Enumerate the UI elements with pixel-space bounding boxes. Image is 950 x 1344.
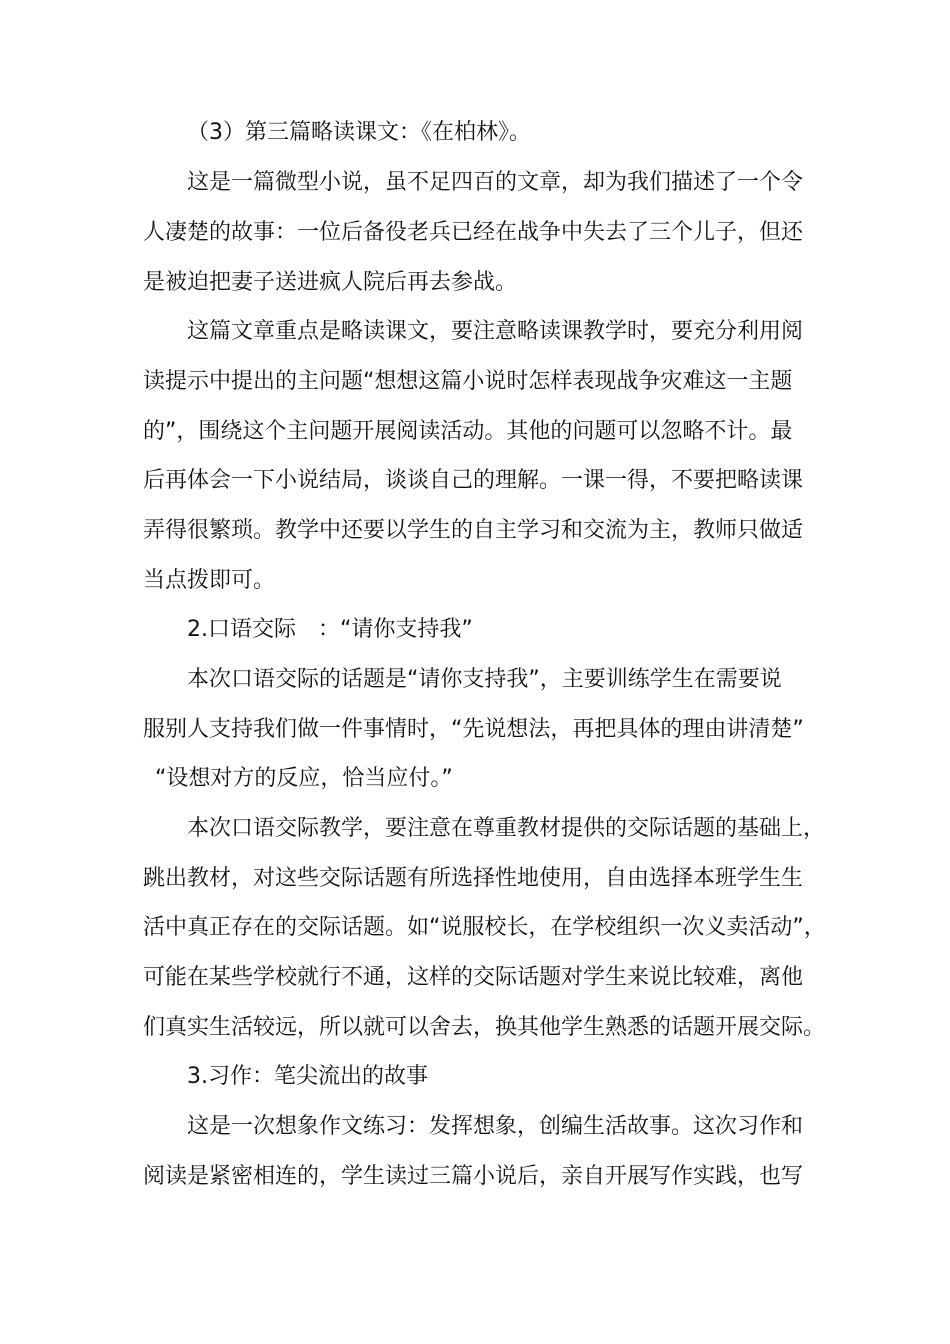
paragraph-line: 活中真正存在的交际话题。如“说服校长，在学校组织一次义卖活动”， xyxy=(143,915,826,940)
paragraph-line: 阅读是紧密相连的，学生读过三篇小说后，亲自开展写作实践，也写 xyxy=(143,1164,804,1189)
paragraph-line: 人凄楚的故事：一位后备役老兵已经在战争中失去了三个儿子，但还 xyxy=(143,220,804,245)
paragraph-line: 这是一次想象作文练习：发挥想象，创编生活故事。这次习作和 xyxy=(187,1114,804,1139)
section-heading-oral: 2.口语交际 ：“请你支持我” xyxy=(187,617,473,642)
paragraph-line: 当点拨即可。 xyxy=(143,568,276,593)
paragraph-line: 本次口语交际教学，要注意在尊重教材提供的交际话题的基础上， xyxy=(187,816,826,841)
paragraph-line: 可能在某些学校就行不通，这样的交际话题对学生来说比较难，离他 xyxy=(143,965,804,990)
paragraph-line: 们真实生活较远，所以就可以舍去，换其他学生熟悉的话题开展交际。 xyxy=(143,1015,826,1040)
paragraph-line: 是被迫把妻子送进疯人院后再去参战。 xyxy=(143,270,518,295)
paragraph-line: 这篇文章重点是略读课文，要注意略读课教学时，要充分利用阅 xyxy=(187,319,804,344)
paragraph-line: 跳出教材，对这些交际话题有所选择性地使用，自由选择本班学生生 xyxy=(143,866,804,891)
paragraph-line: “设想对方的反应，恰当应付。” xyxy=(155,766,453,791)
paragraph-line: 的”，围绕这个主问题开展阅读活动。其他的问题可以忽略不计。最 xyxy=(143,419,793,444)
section-heading-writing: 3.习作：笔尖流出的故事 xyxy=(187,1064,428,1089)
paragraph-line: 这是一篇微型小说，虽不足四百的文章，却为我们描述了一个令 xyxy=(187,170,804,195)
paragraph-line: 读提示中提出的主问题“想想这篇小说时怎样表现战争灾难这一主题 xyxy=(143,369,793,394)
paragraph-line: 弄得很繁琐。教学中还要以学生的自主学习和交流为主，教师只做适 xyxy=(143,518,804,543)
paragraph-line: 本次口语交际的话题是“请你支持我”，主要训练学生在需要说 xyxy=(187,667,782,692)
paragraph-line: 服别人支持我们做一件事情时，“先说想法，再把具体的理由讲清楚” xyxy=(143,717,804,742)
section-heading-reading-3: （3）第三篇略读课文：《在柏林》。 xyxy=(187,120,531,145)
paragraph-line: 后再体会一下小说结局，谈谈自己的理解。一课一得，不要把略读课 xyxy=(143,468,804,493)
